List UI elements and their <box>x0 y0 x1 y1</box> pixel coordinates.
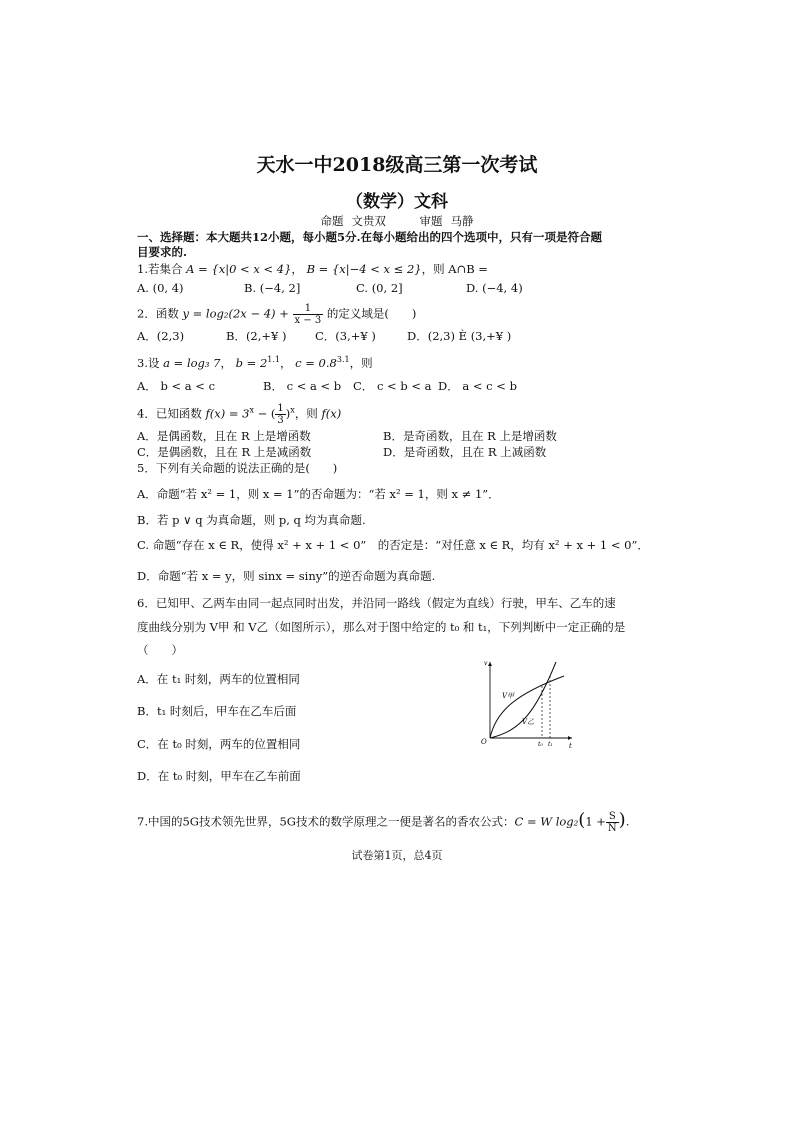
q1-sep: ， <box>291 262 303 276</box>
q3-option-c: C． c < b < a <box>353 379 432 393</box>
q1-set-b: B = {x|−4 < x ≤ 2} <box>306 262 422 276</box>
q4-stem <box>137 403 341 426</box>
q2-frac-den: x − 3 <box>294 315 322 326</box>
q4-func-exp: x <box>249 405 254 415</box>
q6-option-b: B．t₁ 时刻后，甲车在乙车后面 <box>137 704 297 718</box>
setter-label: 命题 <box>320 214 344 228</box>
reviewer-name: 马静 <box>450 214 474 228</box>
q4-suffix: ，则 <box>294 406 318 421</box>
q1-stem <box>137 262 488 276</box>
q4-func-exp2: x <box>290 405 295 415</box>
graph-v-label: v <box>484 660 488 667</box>
q4-func-left: f(x) = 3 <box>205 406 250 421</box>
q7-paren-open: ( <box>578 809 586 831</box>
q1-option-b: B. (−4, 2] <box>244 281 301 295</box>
q3-sep1: ， <box>220 356 232 370</box>
q3-option-d: D． a < c < b <box>438 379 517 393</box>
q3-suffix: ，则 <box>349 356 373 370</box>
q4-option-d: D．是奇函数，且在 R 上减函数 <box>383 445 547 459</box>
q2-option-b: B．(2,+¥ ) <box>226 329 287 343</box>
q7-one-plus: 1 + <box>585 814 606 829</box>
q7-frac-den: N <box>607 823 617 834</box>
q4-frac-num: 1 <box>277 403 284 414</box>
q1-option-d: D. (−4, 4) <box>466 281 523 295</box>
q1-option-c: C. (0, 2] <box>356 281 403 295</box>
graph-t-arrow <box>568 736 572 740</box>
q7-line <box>137 811 629 834</box>
q3-b-exp: 1.1 <box>267 355 281 364</box>
section-heading-line1: 一、选择题：本大题共12小题，每小题5分.在每小题给出的四个选项中，只有一项是符合题 <box>137 230 603 244</box>
q4-func-close: ) <box>285 406 291 421</box>
graph-origin-label: O <box>481 738 487 746</box>
reviewer-label: 审题 <box>419 214 443 228</box>
q3-option-b: B． c < a < b <box>263 379 342 393</box>
graph-v-jia-label: V甲 <box>502 692 515 700</box>
graph-t0-label: t₀ <box>538 741 543 748</box>
q7-paren-close: ) <box>618 809 626 831</box>
q5-option-c: C. 命题“存在 x ∈ R，使得 x² + x + 1 < 0” 的否定是：“对任意 x ∈ R，均有 x² + x + 1 < 0”． <box>137 538 649 552</box>
exam-title: 天水一中2018级高三第一次考试 <box>256 154 538 176</box>
q4-option-a: A．是偶函数，且在 R 上是增函数 <box>137 429 311 443</box>
exam-subtitle: （数学）文科 <box>346 192 448 212</box>
q2-option-a: A．(2,3) <box>137 329 185 343</box>
q3-prefix: 3.设 <box>137 356 160 370</box>
q6-option-a: A．在 t₁ 时刻，两车的位置相同 <box>137 672 300 686</box>
q2-fraction <box>293 303 324 326</box>
page-footer: 试卷第1页，总4页 <box>351 849 443 862</box>
q6-option-d: D．在 t₀ 时刻，甲车在乙车前面 <box>137 769 301 783</box>
q5-option-d: D．命题“若 x = y，则 sinx = siny”的逆否命题为真命题. <box>137 569 436 583</box>
q3-sep2: ， <box>280 356 292 370</box>
q7-fraction <box>606 811 619 834</box>
graph-t1-label: t₁ <box>548 741 553 748</box>
q2-func: y = log₂(2x − 4) + <box>182 306 289 321</box>
q3-b-base: b = 2 <box>235 356 268 370</box>
q7-formula-left: C = W log₂ <box>514 814 579 829</box>
q7-end: . <box>625 814 630 829</box>
q4-frac-den: 3 <box>277 415 284 426</box>
q2-suffix: 的定义域是( ) <box>326 306 417 321</box>
velocity-graph <box>476 656 576 752</box>
q6-line2: 度曲线分别为 V甲 和 V乙（如图所示），那么对于图中给定的 t₀ 和 t₁，下列判断中一定正确的是 <box>137 620 626 634</box>
q2-stem <box>137 303 416 326</box>
q3-stem <box>137 353 373 370</box>
q4-option-c: C．是偶函数，且在 R 上是减函数 <box>137 445 312 459</box>
q3-c-base: c = 0.8 <box>295 356 337 370</box>
section-heading-line2: 目要求的. <box>137 245 188 259</box>
graph-curve-jia <box>490 676 564 738</box>
q5-stem: 5．下列有关命题的说法正确的是( ) <box>137 461 338 475</box>
q1-set-a: A = {x|0 < x < 4} <box>186 262 292 276</box>
q4-func-minus: − ( <box>253 406 276 421</box>
q2-frac-num: 1 <box>293 303 324 315</box>
q4-prefix: 4．已知函数 <box>137 406 202 421</box>
q4-fraction <box>275 403 285 426</box>
q7-frac-num: S <box>606 811 619 823</box>
authors-line <box>0 213 794 229</box>
q6-line3: （ ） <box>137 643 183 657</box>
q3-a-expr: a = log₃ 7 <box>163 356 221 370</box>
graph-curve-yi <box>490 662 556 738</box>
setter-name: 文贵双 <box>351 214 386 228</box>
q5-option-a: A．命题“若 x² = 1，则 x = 1”的否命题为：“若 x² = 1，则 x ≠ 1”． <box>137 487 500 501</box>
q2-option-d: D．(2,3) È (3,+¥ ) <box>407 329 512 343</box>
graph-v-arrow <box>488 662 492 666</box>
q4-option-b: B．是奇函数，且在 R 上是增函数 <box>383 429 557 443</box>
q5-option-b: B．若 p ∨ q 为真命题，则 p, q 均为真命题. <box>137 513 366 527</box>
q1-option-a: A. (0, 4) <box>137 281 184 295</box>
graph-v-yi-label: V乙 <box>522 718 535 726</box>
q2-prefix: 2．函数 <box>137 306 179 321</box>
q3-option-a: A． b < a < c <box>137 379 216 393</box>
q1-suffix: ，则 A∩B = <box>421 262 488 276</box>
q4-stem-end: f(x) <box>321 406 342 421</box>
q6-line1: 6．已知甲、乙两车由同一起点同时出发，并沿同一路线（假定为直线）行驶，甲车、乙车的速 <box>137 596 616 610</box>
graph-t-label: t <box>569 742 572 750</box>
q3-c-exp: 3.1 <box>336 355 350 364</box>
q6-option-c: C．在 t₀ 时刻，两车的位置相同 <box>137 737 301 751</box>
q1-prefix: 1.若集合 <box>137 262 183 276</box>
q7-text: 7.中国的5G技术领先世界，5G技术的数学原理之一便是著名的香农公式： <box>137 814 515 829</box>
q2-option-c: C．(3,+¥ ) <box>315 329 376 343</box>
